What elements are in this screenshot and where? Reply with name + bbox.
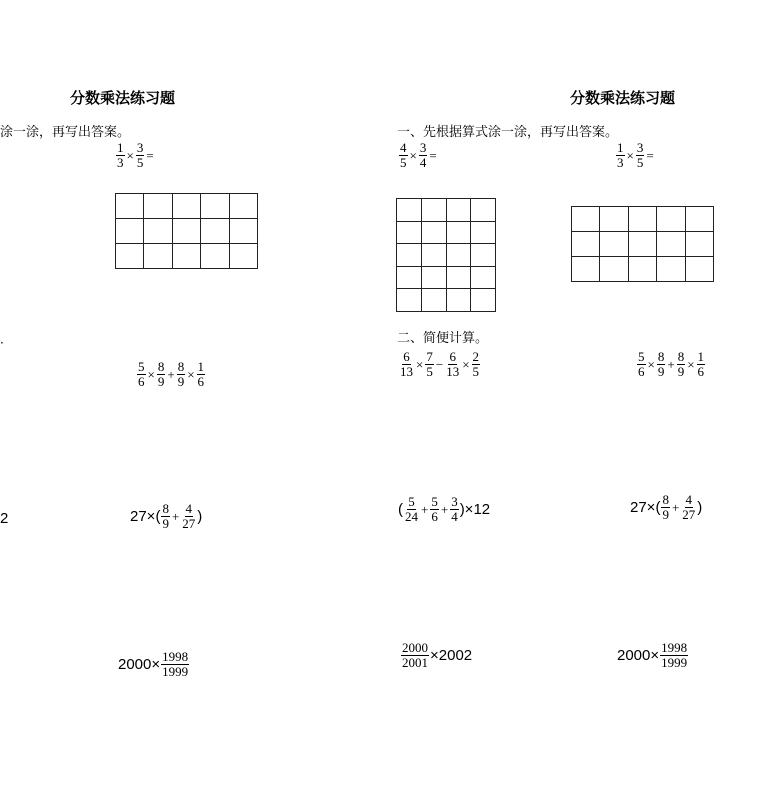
math-expression: 2000× $\frac{1998}{1999}$ <box>118 649 189 679</box>
math-expression: $\frac{5}{6}$ × $\frac{8}{9}$ + $\frac{8}{9}$ × $\frac{1}{6}$ <box>138 359 205 389</box>
page-title: 分数乘法练习题 <box>70 89 176 107</box>
math-expression: 2000× $\frac{1998}{1999}$ <box>617 640 688 670</box>
math-expression: $\frac{1}{3}$ × $\frac{3}{5}$ = <box>617 140 654 170</box>
math-expression: $\frac{4}{5}$ × $\frac{3}{4}$ = <box>400 140 437 170</box>
instruction-text: 涂一涂，再写出答案。 <box>0 125 131 140</box>
shading-grid <box>396 198 496 312</box>
math-expression: ( $\frac{5}{24}$ + $\frac{5}{6}$ + $\frac{3}{4}$ )×12 <box>398 494 491 524</box>
math-expression: 27×( $\frac{8}{9}$ + $\frac{4}{27}$ ) <box>130 501 203 531</box>
math-expression: $\frac{6}{13}$ × $\frac{7}{5}$ − $\frac{6}{13}$ × $\frac{2}{5}$ <box>400 349 480 379</box>
section-marker: · <box>0 336 4 350</box>
shading-grid <box>115 193 258 269</box>
math-expression: $\frac{2000}{2001}$ ×2002 <box>402 640 473 670</box>
shading-grid <box>571 206 714 282</box>
fraction: $\frac{1}{3}$ <box>117 140 124 170</box>
page-title: 分数乘法练习题 <box>570 89 676 107</box>
section-heading: 一、先根据算式涂一涂，再写出答案。 <box>397 125 619 140</box>
math-expression: $\frac{5}{6}$ × $\frac{8}{9}$ + $\frac{8}{9}$ × $\frac{1}{6}$ <box>638 349 705 379</box>
cropped-text: 2 <box>0 510 9 527</box>
math-expression: $\frac{1}{3}$ × $\frac{3}{5}$ = <box>117 140 154 170</box>
fraction: $\frac{3}{5}$ <box>136 140 144 170</box>
section-heading: 二、简便计算。 <box>397 331 489 346</box>
math-expression: 27×( $\frac{8}{9}$ + $\frac{4}{27}$ ) <box>630 492 703 522</box>
